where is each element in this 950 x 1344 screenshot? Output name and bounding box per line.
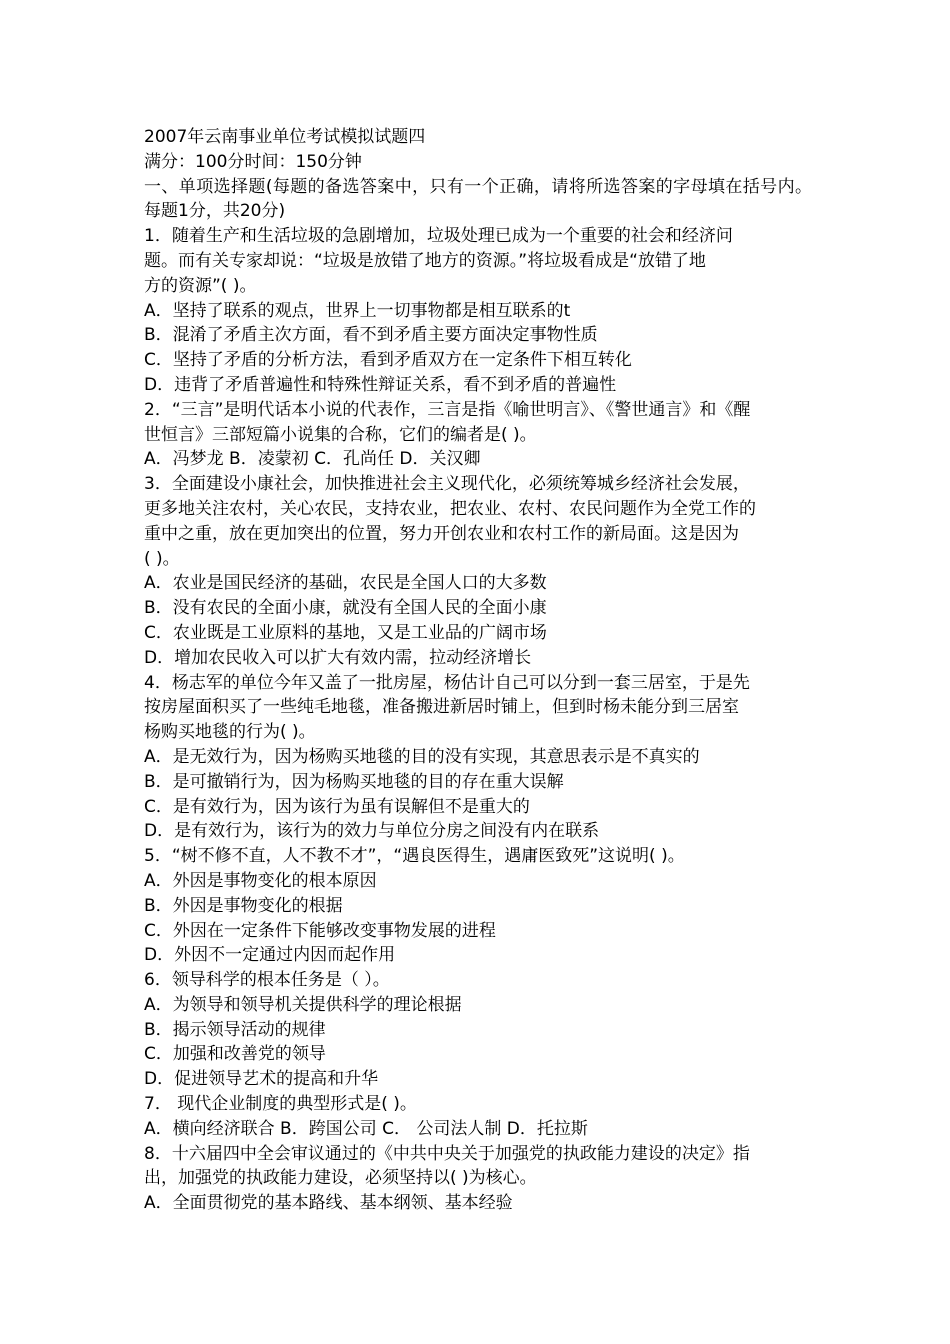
- document-line: 5．“树不修不直，人不教不才”，“遇良医得生，遇庸医致死”这说明( )。: [144, 846, 685, 867]
- document-line: 世恒言》三部短篇小说集的合称，它们的编者是( )。: [144, 424, 537, 445]
- document-line: D．外因不一定通过内因而起作用: [144, 945, 396, 966]
- document-line: ( )。: [144, 548, 180, 569]
- document-line: B．揭示领导活动的规律: [144, 1019, 326, 1040]
- document-line: A．冯梦龙 B．凌蒙初 C．孔尚任 D．关汉卿: [144, 449, 481, 470]
- document-line: B．混淆了矛盾主次方面，看不到矛盾主要方面决定事物性质: [144, 325, 598, 346]
- document-title: 2007年云南事业单位考试模拟试题四: [144, 127, 426, 147]
- document-line: D．是有效行为，该行为的效力与单位分房之间没有内在联系: [144, 821, 600, 842]
- document-line: 方的资源”( )。: [144, 275, 257, 296]
- document-line: 4．杨志军的单位今年又盖了一批房屋，杨估计自己可以分到一套三居室，于是先: [144, 672, 750, 693]
- document-line: A．外因是事物变化的根本原因: [144, 870, 377, 891]
- document-line: 8．十六届四中全会审议通过的《中共中央关于加强党的执政能力建设的决定》指: [144, 1143, 750, 1164]
- document-line: 6．领导科学的根本任务是（ ）。: [144, 970, 390, 991]
- document-line: D．增加农民收入可以扩大有效内需，拉动经济增长: [144, 647, 532, 668]
- document-line: A．为领导和领导机关提供科学的理论根据: [144, 994, 462, 1015]
- document-line: A．横向经济联合 B．跨国公司 C． 公司法人制 D．托拉斯: [144, 1118, 588, 1139]
- section-heading: 一、单项选择题(每题的备选答案中，只有一个正确，请将所选答案的字母填在括号内。每题1分，共20分): [144, 176, 812, 222]
- document-page: [144, 125, 812, 1216]
- document-line: D．违背了矛盾普遍性和特殊性辩证关系，看不到矛盾的普遍性: [144, 374, 617, 395]
- document-line: C．加强和改善党的领导: [144, 1044, 326, 1065]
- document-line: 2．“三言”是明代话本小说的代表作，三言是指《喻世明言》、《警世通言》和《醒: [144, 399, 751, 420]
- document-line: A．坚持了联系的观点，世界上一切事物都是相互联系的t: [144, 300, 571, 321]
- document-line: 更多地关注农村，关心农民，支持农业，把农业、农村、农民问题作为全党工作的: [144, 498, 756, 519]
- document-line: A．是无效行为，因为杨购买地毯的目的没有实现，其意思表示是不真实的: [144, 746, 700, 767]
- score-time-line: 满分：100分时间：150分钟: [144, 151, 362, 172]
- document-line: B．外因是事物变化的根据: [144, 895, 343, 916]
- document-line: C．是有效行为，因为该行为虽有误解但不是重大的: [144, 796, 530, 817]
- document-line: D．促进领导艺术的提高和升华: [144, 1069, 379, 1090]
- document-line: A．全面贯彻党的基本路线、基本纲领、基本经验: [144, 1193, 513, 1214]
- document-line: 出，加强党的执政能力建设，必须坚持以( )为核心。: [144, 1168, 537, 1189]
- document-line: B．是可撤销行为，因为杨购买地毯的目的存在重大误解: [144, 771, 564, 792]
- document-line: 7． 现代企业制度的典型形式是( )。: [144, 1094, 417, 1115]
- document-line: C．农业既是工业原料的基地，又是工业品的广阔市场: [144, 622, 547, 643]
- document-line: 3．全面建设小康社会，加快推进社会主义现代化，必须统筹城乡经济社会发展，: [144, 474, 750, 495]
- document-line: 杨购买地毯的行为( )。: [144, 722, 316, 743]
- document-line: 题。而有关专家却说：“垃圾是放错了地方的资源。”将垃圾看成是“放错了地: [144, 250, 706, 271]
- document-line: A．农业是国民经济的基础，农民是全国人口的大多数: [144, 573, 547, 594]
- document-line: C．坚持了矛盾的分析方法，看到矛盾双方在一定条件下相互转化: [144, 350, 632, 371]
- document-line: C．外因在一定条件下能够改变事物发展的进程: [144, 920, 496, 941]
- document-line: B．没有农民的全面小康，就没有全国人民的全面小康: [144, 598, 547, 619]
- document-line: 按房屋面积买了一些纯毛地毯，准备搬进新居时铺上，但到时杨未能分到三居室: [144, 697, 739, 718]
- document-line: 重中之重，放在更加突出的位置，努力开创农业和农村工作的新局面。这是因为: [144, 523, 739, 544]
- document-line: 1．随着生产和生活垃圾的急剧增加，垃圾处理已成为一个重要的社会和经济问: [144, 226, 733, 247]
- question-list: [144, 224, 812, 1216]
